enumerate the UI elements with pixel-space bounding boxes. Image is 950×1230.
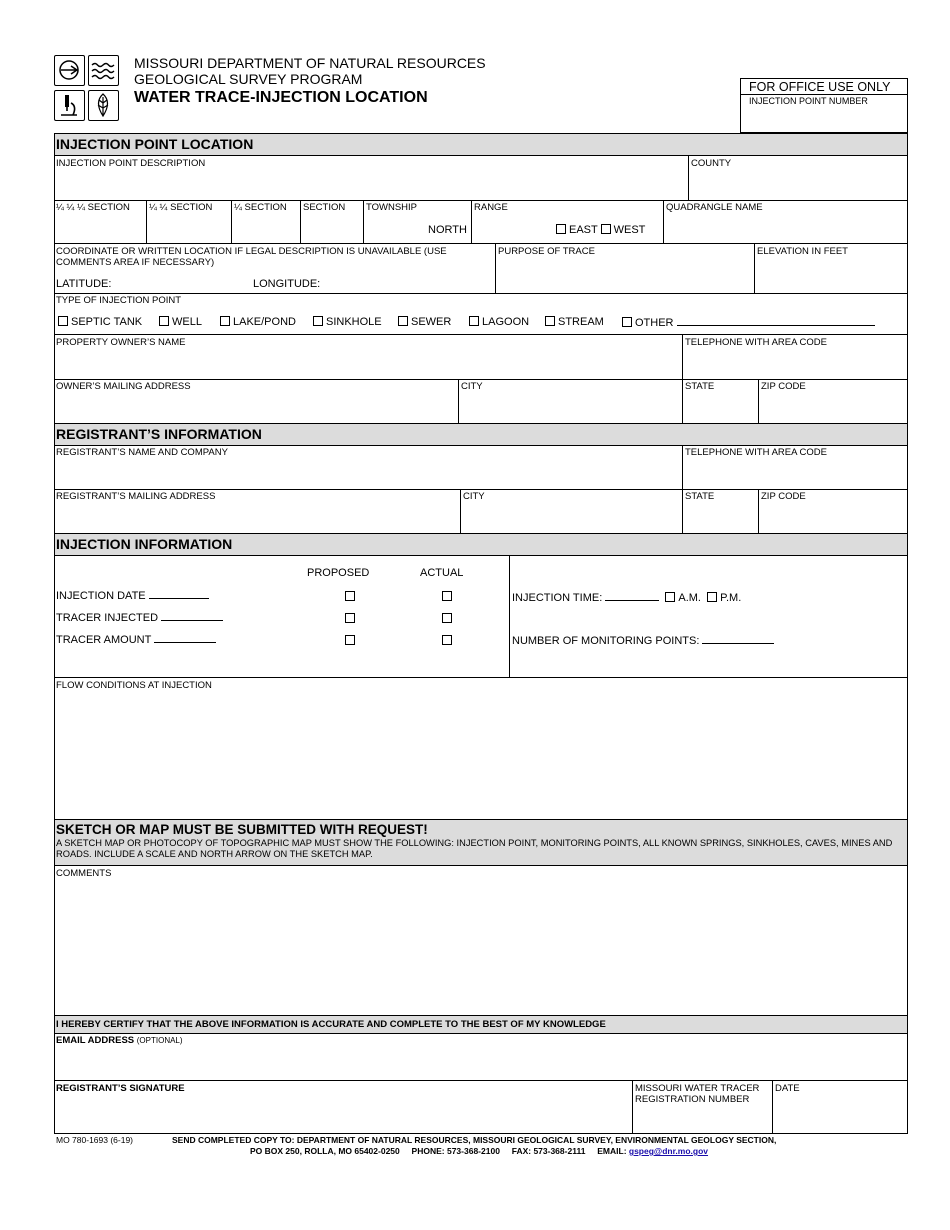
leaf-icon: [88, 90, 119, 121]
sketch-notice: [55, 820, 907, 865]
registrant-name-field[interactable]: REGISTRANT’S NAME AND COMPANY: [56, 447, 228, 458]
date-field[interactable]: DATE: [775, 1083, 800, 1094]
bird-icon: [54, 55, 85, 86]
section-injection-point: INJECTION POINT LOCATION: [55, 134, 907, 155]
injection-type-label: TYPE OF INJECTION POINT: [56, 295, 182, 306]
county-field[interactable]: COUNTY: [691, 158, 732, 169]
type-lake-pond[interactable]: LAKE/POND: [220, 316, 296, 328]
registrant-zip-field[interactable]: ZIP CODE: [761, 491, 806, 502]
flow-conditions-field[interactable]: FLOW CONDITIONS AT INJECTION: [56, 680, 212, 691]
type-sewer[interactable]: SEWER: [398, 316, 451, 328]
date-actual-checkbox[interactable]: [442, 591, 452, 601]
west-checkbox[interactable]: [601, 224, 611, 234]
agency-name: MISSOURI DEPARTMENT OF NATURAL RESOURCES: [134, 55, 486, 71]
microscope-icon: [54, 90, 85, 121]
tracer-amount-field[interactable]: TRACER AMOUNT: [56, 633, 216, 646]
property-owner-name-field[interactable]: PROPERTY OWNER’S NAME: [56, 337, 186, 348]
type-other[interactable]: OTHER: [622, 316, 875, 329]
east-checkbox[interactable]: [556, 224, 566, 234]
page-title: WATER TRACE-INJECTION LOCATION: [134, 89, 428, 106]
type-well[interactable]: WELL: [159, 316, 202, 328]
tracer-actual-checkbox[interactable]: [442, 613, 452, 623]
injection-point-description[interactable]: INJECTION POINT DESCRIPTION: [56, 158, 206, 169]
longitude-field[interactable]: LONGITUDE:: [253, 278, 321, 290]
office-use-title: FOR OFFICE USE ONLY: [749, 80, 891, 94]
registrant-city-field[interactable]: CITY: [463, 491, 485, 502]
q-section-field[interactable]: ¼ SECTION: [234, 202, 287, 213]
injection-point-number-label: INJECTION POINT NUMBER: [749, 96, 868, 106]
tracer-injected-field[interactable]: TRACER INJECTED: [56, 611, 223, 624]
registrant-signature-field[interactable]: REGISTRANT’S SIGNATURE: [56, 1083, 185, 1094]
type-stream[interactable]: STREAM: [545, 316, 604, 328]
actual-header: ACTUAL: [420, 567, 464, 579]
tracer-registration-number-field[interactable]: MISSOURI WATER TRACER REGISTRATION NUMBER: [635, 1083, 760, 1105]
certify-statement: I HEREBY CERTIFY THAT THE ABOVE INFORMATION IS ACCURATE AND COMPLETE TO THE BEST OF MY KNOWLEDGE: [55, 1016, 907, 1033]
owner-state-field[interactable]: STATE: [685, 381, 715, 392]
owner-zip-field[interactable]: ZIP CODE: [761, 381, 806, 392]
proposed-header: PROPOSED: [307, 567, 370, 579]
section-injection-info: INJECTION INFORMATION: [55, 534, 907, 555]
registrant-state-field[interactable]: STATE: [685, 491, 715, 502]
range-field[interactable]: RANGE: [474, 202, 508, 213]
type-lagoon[interactable]: LAGOON: [469, 316, 529, 328]
program-name: GEOLOGICAL SURVEY PROGRAM: [134, 71, 363, 87]
township-field[interactable]: TOWNSHIP: [366, 202, 418, 213]
am-checkbox[interactable]: [665, 592, 675, 602]
section-registrant: REGISTRANT’S INFORMATION: [55, 424, 907, 445]
form-number: MO 780-1693 (6-19): [56, 1135, 134, 1145]
type-septic-tank[interactable]: SEPTIC TANK: [58, 316, 142, 328]
monitoring-points-field[interactable]: NUMBER OF MONITORING POINTS:: [512, 634, 774, 647]
send-to-line: SEND COMPLETED COPY TO: DEPARTMENT OF NATURAL RESOURCES, MISSOURI GEOLOGICAL SURVEY, ENVIRONMENTAL GEOLOGY SECTION,: [172, 1135, 777, 1145]
elevation-field[interactable]: ELEVATION IN FEET: [757, 246, 848, 257]
qqq-section-field[interactable]: ¼ ¼ ¼ SECTION: [56, 202, 130, 213]
date-proposed-checkbox[interactable]: [345, 591, 355, 601]
email-address-field[interactable]: EMAIL ADDRESS (OPTIONAL): [56, 1035, 183, 1046]
owner-mailing-address-field[interactable]: OWNER’S MAILING ADDRESS: [56, 381, 191, 392]
sketch-text: A SKETCH MAP OR PHOTOCOPY OF TOPOGRAPHIC MAP MUST SHOW THE FOLLOWING: INJECTION POINT, MONITORING POINTS, ALL KNOWN SPRINGS, SINKHOLES, CAVES, MINES AND ROADS. INCLUDE A SCALE AND NORTH ARROW ON THE SKETCH MAP.: [56, 838, 893, 859]
qq-section-field[interactable]: ¼ ¼ SECTION: [149, 202, 213, 213]
email-link[interactable]: gspeg@dnr.mo.gov: [628, 1146, 709, 1156]
sketch-title: SKETCH OR MAP MUST BE SUBMITTED WITH REQUEST!: [56, 822, 428, 837]
injection-date-field[interactable]: INJECTION DATE: [56, 589, 209, 602]
section-field[interactable]: SECTION: [303, 202, 346, 213]
injection-time-field[interactable]: INJECTION TIME: A.M. P.M.: [512, 592, 742, 604]
registrant-mailing-address-field[interactable]: REGISTRANT’S MAILING ADDRESS: [56, 491, 216, 502]
address-line: PO BOX 250, ROLLA, MO 65402-0250 PHONE: 573-368-2100 FAX: 573-368-2111 EMAIL: gspeg@dnr.mo.gov: [250, 1146, 709, 1156]
dnr-logo: [54, 55, 120, 121]
tracer-proposed-checkbox[interactable]: [345, 613, 355, 623]
office-use-box: [740, 78, 908, 133]
comments-field[interactable]: COMMENTS: [56, 868, 112, 879]
quadrangle-name-field[interactable]: QUADRANGLE NAME: [666, 202, 763, 213]
owner-city-field[interactable]: CITY: [461, 381, 483, 392]
purpose-of-trace-field[interactable]: PURPOSE OF TRACE: [498, 246, 595, 257]
owner-telephone-field[interactable]: TELEPHONE WITH AREA CODE: [685, 337, 827, 348]
pm-checkbox[interactable]: [707, 592, 717, 602]
north-label: NORTH: [428, 224, 467, 236]
amount-proposed-checkbox[interactable]: [345, 635, 355, 645]
registrant-telephone-field[interactable]: TELEPHONE WITH AREA CODE: [685, 447, 827, 458]
amount-actual-checkbox[interactable]: [442, 635, 452, 645]
latitude-field[interactable]: LATITUDE:: [56, 278, 112, 290]
water-icon: [88, 55, 119, 86]
form-body: [54, 133, 908, 1134]
coordinate-location-label: COORDINATE OR WRITTEN LOCATION IF LEGAL DESCRIPTION IS UNAVAILABLE (USE COMMENTS AREA IF NECESSARY): [56, 246, 447, 268]
east-west-options: EAST WEST: [556, 224, 645, 236]
type-sinkhole[interactable]: SINKHOLE: [313, 316, 382, 328]
